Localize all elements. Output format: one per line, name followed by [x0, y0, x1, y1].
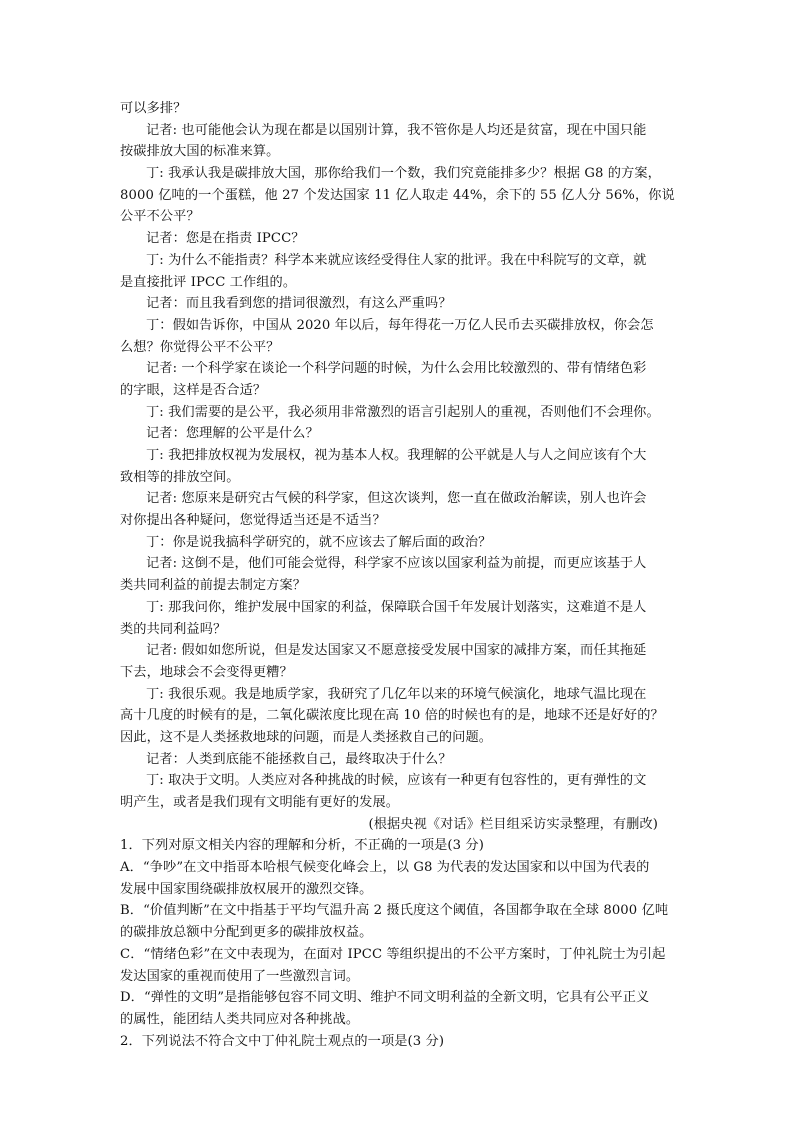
dialogue-line: 记者：您是在指责 IPCC？: [146, 231, 305, 247]
interview-dialogue: [120, 98, 686, 814]
dialogue-line: 记者: 也可能他会认为现在都是以国别计算，我不管你是人均还是贫富，现在中国只能: [146, 122, 647, 138]
dialogue-line: 下去，地球会不会变得更糟？: [120, 664, 293, 680]
question-line: 发展中国家围绕碳排放权展开的激烈交锋。: [120, 881, 373, 897]
dialogue-line: 高十几度的时候有的是，二氧化碳浓度比现在高 10 倍的时候也有的是，地球不还是好好的？: [120, 708, 664, 724]
dialogue-line: 丁: 取决于文明。人类应对各种挑战的时候，应该有一种更有包容性的，更有弹性的文: [146, 773, 647, 789]
question-line: 发达国家的重视而使用了一些激烈言词。: [120, 968, 360, 984]
dialogue-line: 丁: 我承认我是碳排放大国，那你给我们一个数，我们究竟能排多少？根据 G8 的方案，: [146, 166, 661, 182]
dialogue-line: 记者：您理解的公平是什么？: [146, 426, 319, 442]
question-section: [120, 835, 686, 1052]
question-line: 的属性，能团结人类共同应对各种挑战。: [120, 1011, 360, 1027]
dialogue-line: 丁: 我很乐观。我是地质学家，我研究了几亿年以来的环境气候演化，地球气温比现在: [146, 686, 647, 702]
source-citation: (根据央视《对话》栏目组采访实录整理，有删改): [368, 816, 658, 832]
dialogue-line: 丁: 那我问你，维护发展中国家的利益，保障联合国千年发展计划落实，这难道不是人: [146, 599, 647, 615]
question-line: 1．下列对原文相关内容的理解和分析，不正确的一项是(3 分): [120, 838, 484, 854]
dialogue-line: 丁: 我把排放权视为发展权，视为基本人权。我理解的公平就是人与人之间应该有个大: [146, 448, 647, 463]
dialogue-line: 记者: 一个科学家在谈论一个科学问题的时候，为什么会用比较激烈的、带有情绪色彩: [146, 361, 647, 377]
dialogue-line: 可以多排？: [120, 101, 187, 116]
question-line: 2．下列说法不符合文中丁仲礼院士观点的一项是(3 分): [120, 1033, 445, 1049]
question-line: 的碳排放总额中分配到更多的碳排放权益。: [120, 925, 373, 941]
dialogue-line: 记者：人类到底能不能拯救自己，最终取决于什么？: [146, 751, 452, 767]
dialogue-line: 记者: 这倒不是，他们可能会觉得，科学家不应该以国家利益为前提，而更应该基于人: [146, 556, 647, 572]
dialogue-line: 公平不公平？: [120, 209, 200, 225]
dialogue-line: 丁: 我们需要的是公平，我必须用非常激烈的语言引起别人的重视，否则他们不会理你。: [146, 404, 660, 420]
dialogue-line: 对你提出各种疑问，您觉得适当还是不适当？: [120, 513, 386, 529]
dialogue-line: 记者: 假如如您所说，但是发达国家又不愿意接受发展中国家的减排方案，而任其拖延: [146, 643, 647, 659]
dialogue-line: 按碳排放大国的标准来算。: [120, 144, 280, 160]
question-line: C．“情绪色彩”在文中表现为，在面对 IPCC 等组织提出的不公平方案时，丁仲礼院士为引起: [120, 946, 666, 962]
dialogue-line: 记者: 您原来是研究古气候的科学家，但这次谈判，您一直在做政治解读，别人也许会: [146, 491, 647, 507]
dialogue-line: 丁：你是说我搞科学研究的，就不应该去了解后面的政治？: [146, 534, 492, 550]
dialogue-line: 是直接批评 IPCC 工作组的。: [120, 274, 297, 290]
dialogue-line: 类共同利益的前提去制定方案？: [120, 578, 307, 594]
dialogue-line: 的字眼，这样是否合适？: [120, 382, 267, 398]
dialogue-line: 么想？你觉得公平不公平？: [120, 339, 280, 355]
dialogue-line: 明产生，或者是我们现有文明能有更好的发展。: [120, 795, 400, 810]
dialogue-line: 8000 亿吨的一个蛋糕，他 27 个发达国家 11 亿人取走 44%，余下的 55 亿人分 56%，你说: [120, 187, 675, 203]
dialogue-line: 致相等的排放空间。: [120, 469, 240, 485]
question-line: D．“弹性的文明”是指能够包容不同文明、维护不同文明利益的全新文明，它具有公平正义: [120, 990, 650, 1006]
question-line: B．“价值判断”在文中指基于平均气温升高 2 摄氏度这个阈值，各国都争取在全球 8000 亿吨: [120, 903, 669, 919]
dialogue-line: 因此，这不是人类拯救地球的问题，而是人类拯救自己的问题。: [120, 729, 493, 745]
dialogue-line: 丁：假如告诉你，中国从 2020 年以后，每年得花一万亿人民币去买碳排放权，你会怎: [146, 317, 654, 333]
dialogue-line: 丁: 为什么不能指责？科学本来就应该经受得住人家的批评。我在中科院写的文章，就: [146, 252, 647, 268]
dialogue-line: 记者：而且我看到您的措词很激烈，有这么严重吗？: [146, 296, 452, 312]
question-line: A．“争吵”在文中指哥本哈根气候变化峰会上，以 G8 为代表的发达国家和以中国为代表的: [120, 860, 650, 876]
document-body: [120, 98, 686, 1052]
dialogue-line: 类的共同利益吗？: [120, 621, 227, 637]
